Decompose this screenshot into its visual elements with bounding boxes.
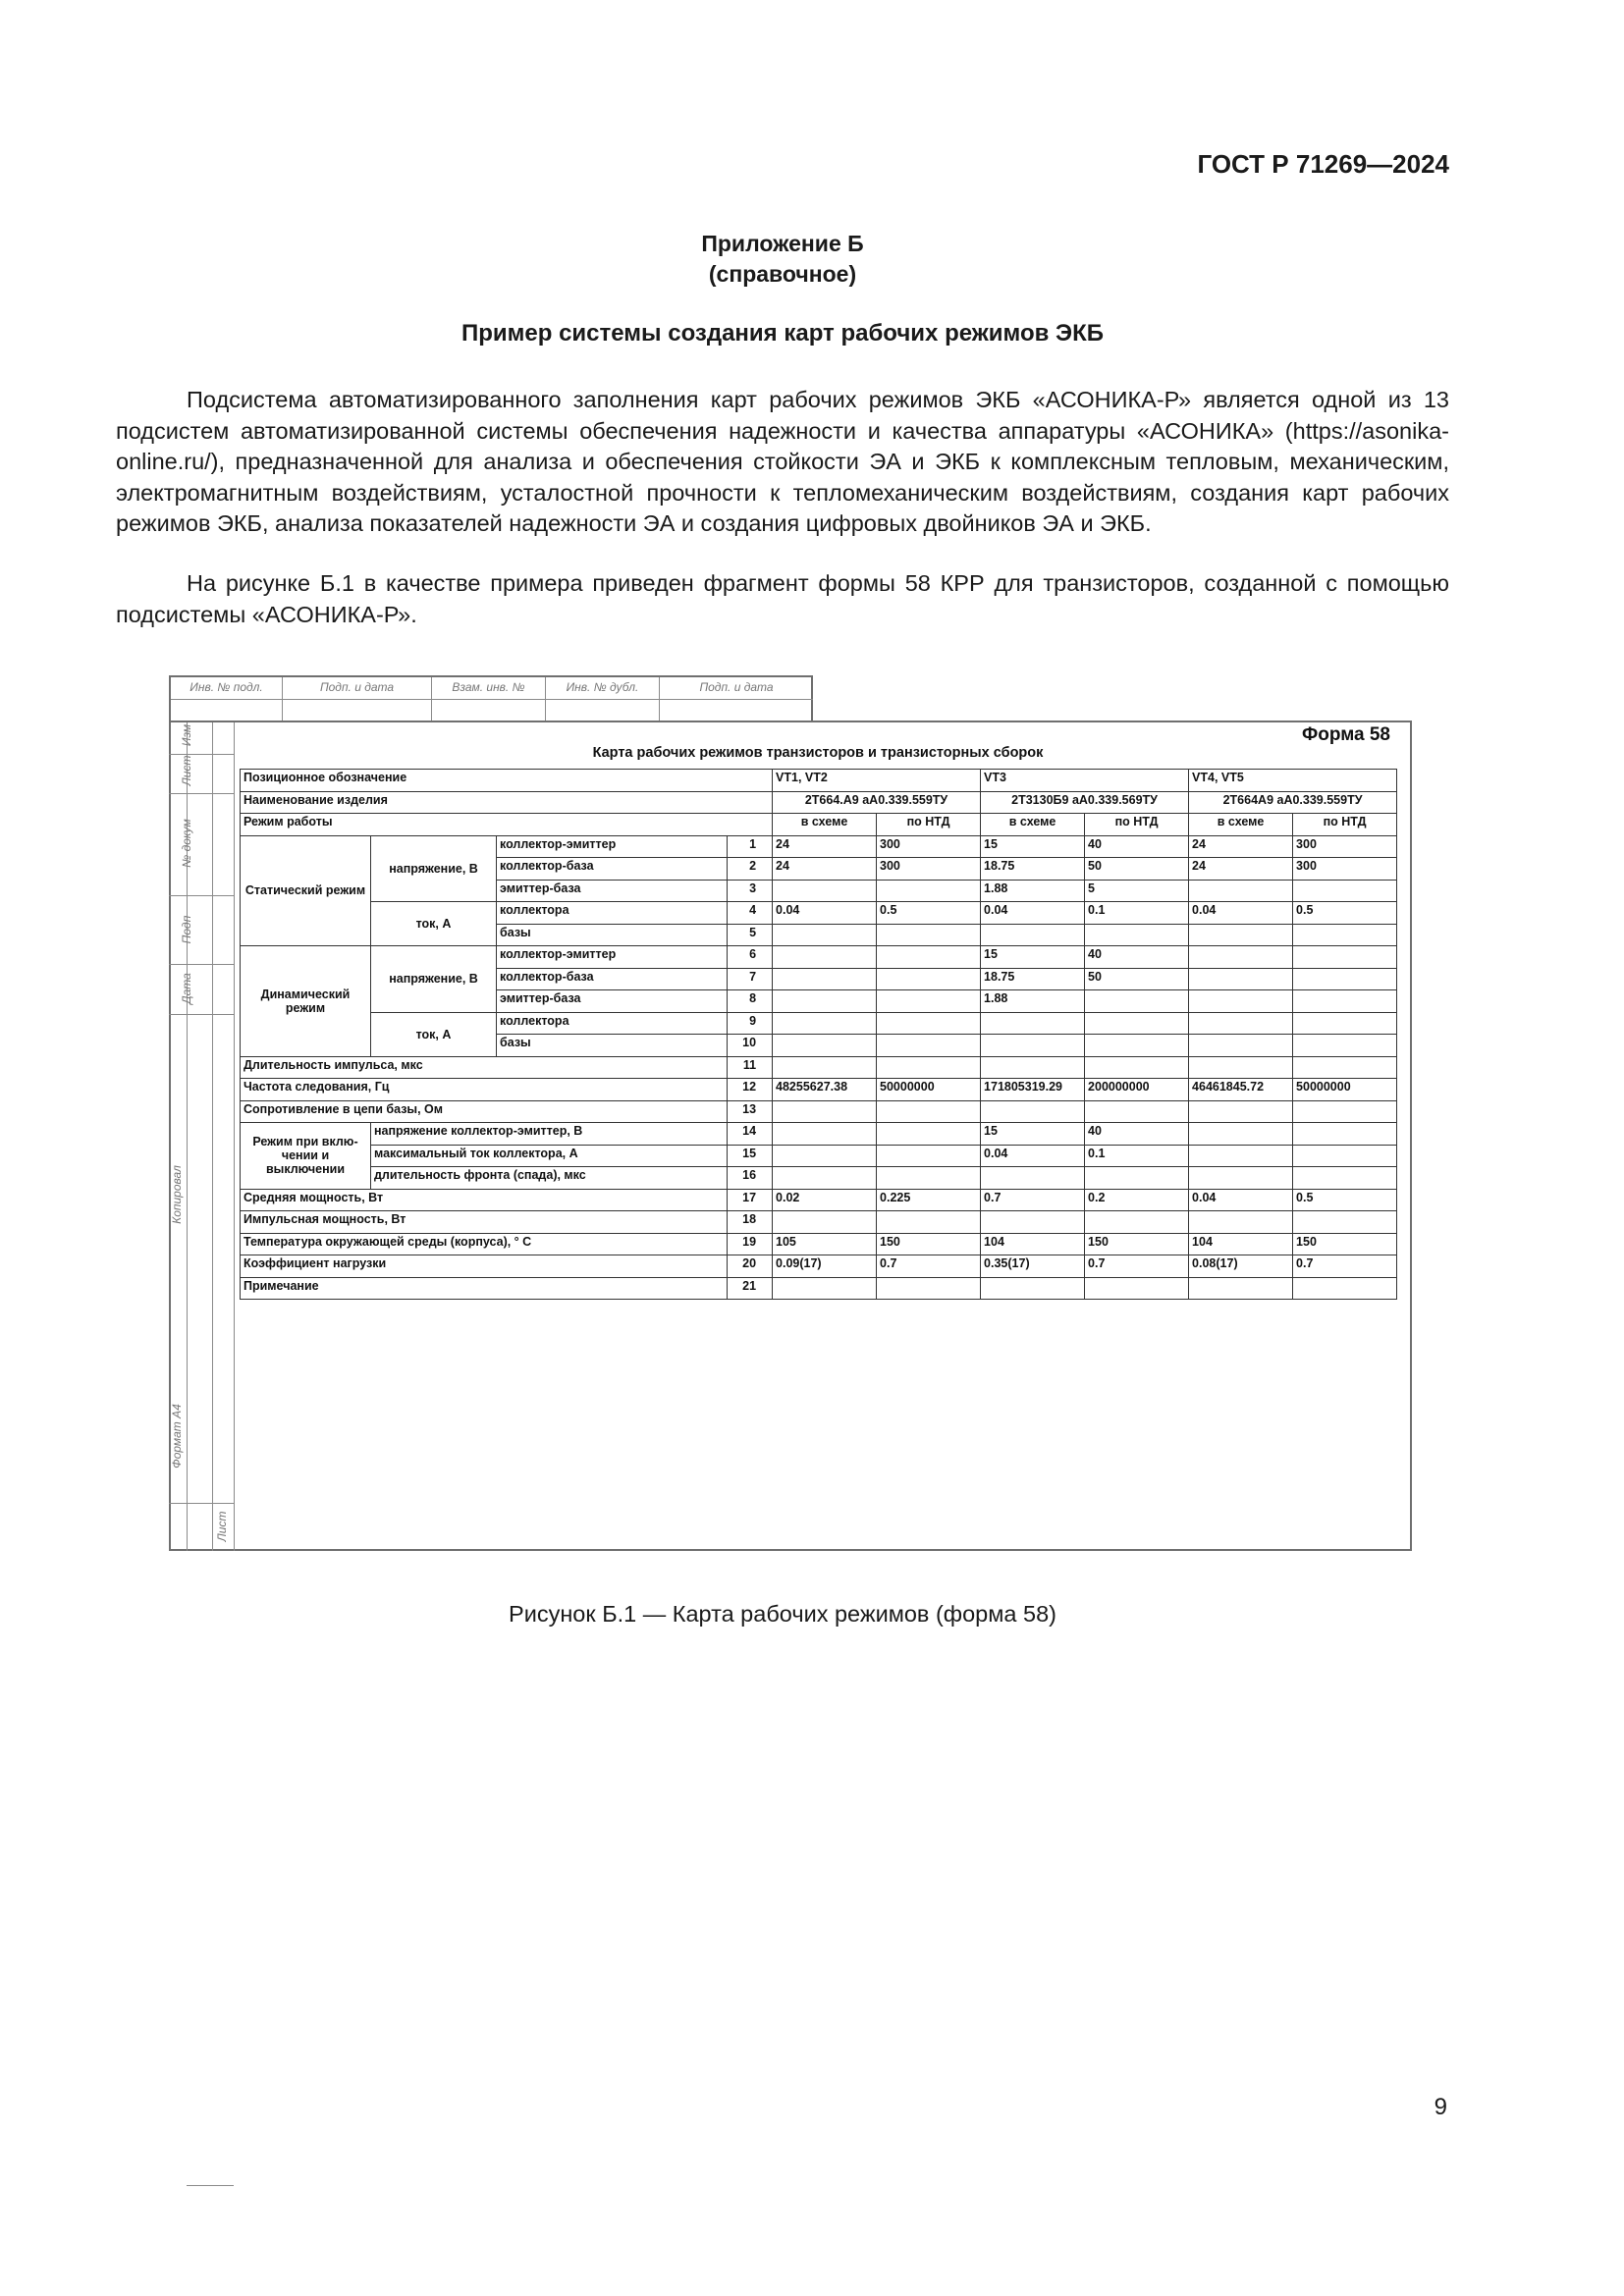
group-voltage: напряжение, В bbox=[371, 946, 497, 1013]
stamp-cell: Подп. и дата bbox=[699, 680, 774, 694]
stamp-blank bbox=[283, 699, 432, 722]
appendix-subtitle: (справочное) bbox=[708, 261, 857, 287]
cell: 48255627.38 bbox=[773, 1079, 877, 1101]
cell: 0.5 bbox=[1293, 902, 1397, 925]
cell bbox=[1293, 968, 1397, 990]
cell bbox=[1293, 1035, 1397, 1057]
row-number: 12 bbox=[728, 1079, 773, 1101]
cell bbox=[877, 1012, 981, 1035]
row-number: 8 bbox=[728, 990, 773, 1013]
cell bbox=[1189, 1100, 1293, 1123]
side-label: № докум bbox=[180, 819, 193, 868]
cell bbox=[1189, 1035, 1293, 1057]
pos-value: VT3 bbox=[981, 770, 1189, 792]
table-row bbox=[241, 1123, 1397, 1146]
sub-header: по НТД bbox=[877, 814, 981, 836]
table-row-mode bbox=[241, 814, 1397, 836]
side-label-sheet: Лист bbox=[215, 1511, 229, 1542]
cell: 0.7 bbox=[981, 1189, 1085, 1211]
cell bbox=[773, 1056, 877, 1079]
cell bbox=[1189, 1167, 1293, 1190]
cell: 1.88 bbox=[981, 880, 1085, 902]
cell: 300 bbox=[877, 858, 981, 881]
side-row-line bbox=[169, 895, 234, 896]
row-number: 2 bbox=[728, 858, 773, 881]
row-number: 18 bbox=[728, 1211, 773, 1234]
device-name: 2Т3130Б9 аА0.339.569ТУ bbox=[981, 791, 1189, 814]
cell: 18.75 bbox=[981, 858, 1085, 881]
cell bbox=[773, 990, 877, 1013]
cell: 0.7 bbox=[1293, 1255, 1397, 1278]
cell bbox=[1293, 946, 1397, 969]
group-switch: Режим при вклю-чении и выключении bbox=[241, 1123, 371, 1190]
cell: 1.88 bbox=[981, 990, 1085, 1013]
cell bbox=[1293, 1100, 1397, 1123]
row-label: Сопротивление в цепи базы, Ом bbox=[241, 1100, 728, 1123]
table-row bbox=[241, 1233, 1397, 1255]
cell: 40 bbox=[1085, 1123, 1189, 1146]
row-label: коллектор-эмиттер bbox=[497, 835, 728, 858]
row-number: 11 bbox=[728, 1056, 773, 1079]
row-number: 15 bbox=[728, 1145, 773, 1167]
table-row bbox=[241, 1145, 1397, 1167]
row-label: эмиттер-база bbox=[497, 880, 728, 902]
row-number: 17 bbox=[728, 1189, 773, 1211]
cell bbox=[1293, 1145, 1397, 1167]
cell bbox=[773, 968, 877, 990]
cell: 300 bbox=[877, 835, 981, 858]
row-number: 6 bbox=[728, 946, 773, 969]
cell bbox=[877, 1211, 981, 1234]
form-number: Форма 58 bbox=[1302, 724, 1390, 745]
row-number: 13 bbox=[728, 1100, 773, 1123]
operating-modes-table bbox=[240, 769, 1397, 1300]
cell bbox=[1293, 1211, 1397, 1234]
side-divider bbox=[212, 722, 213, 1551]
table-row bbox=[241, 1167, 1397, 1190]
cell bbox=[1293, 880, 1397, 902]
appendix-label: Приложение Б bbox=[701, 231, 864, 256]
side-label: Подп bbox=[180, 915, 193, 944]
cell: 50000000 bbox=[1293, 1079, 1397, 1101]
table-row bbox=[241, 1277, 1397, 1300]
table-row bbox=[241, 1079, 1397, 1101]
cell: 0.7 bbox=[877, 1255, 981, 1278]
row-label: коллектор-эмиттер bbox=[497, 946, 728, 969]
cell bbox=[773, 1100, 877, 1123]
group-current: ток, А bbox=[371, 902, 497, 946]
sub-header: по НТД bbox=[1293, 814, 1397, 836]
cell bbox=[773, 880, 877, 902]
cell bbox=[1293, 1123, 1397, 1146]
side-label-copied: Копировал bbox=[170, 1165, 184, 1224]
row-number: 4 bbox=[728, 902, 773, 925]
cell: 171805319.29 bbox=[981, 1079, 1085, 1101]
side-divider bbox=[234, 722, 235, 1551]
side-row-line bbox=[169, 964, 234, 965]
cell: 46461845.72 bbox=[1189, 1079, 1293, 1101]
cell: 50 bbox=[1085, 968, 1189, 990]
cell: 24 bbox=[773, 858, 877, 881]
stamp-blank bbox=[432, 699, 546, 722]
cell: 300 bbox=[1293, 835, 1397, 858]
body-paragraph-2: На рисунке Б.1 в качестве примера приведен фрагмент формы 58 КРР для транзисторов, созданной с помощью подсистемы «АСОНИКА-Р». bbox=[116, 570, 1449, 627]
cell bbox=[773, 924, 877, 946]
cell: 0.1 bbox=[1085, 902, 1189, 925]
side-label: Изм bbox=[180, 723, 193, 747]
row-number: 9 bbox=[728, 1012, 773, 1035]
row-number: 20 bbox=[728, 1255, 773, 1278]
stamp-cell: Подп. и дата bbox=[283, 677, 432, 699]
side-row-line bbox=[169, 754, 234, 755]
cell bbox=[1189, 1123, 1293, 1146]
cell: 0.02 bbox=[773, 1189, 877, 1211]
cell bbox=[877, 1100, 981, 1123]
pos-value: VT1, VT2 bbox=[773, 770, 981, 792]
cell: 40 bbox=[1085, 835, 1189, 858]
row-label: базы bbox=[497, 924, 728, 946]
cell: 0.1 bbox=[1085, 1145, 1189, 1167]
side-row-line bbox=[169, 793, 234, 794]
cell: 18.75 bbox=[981, 968, 1085, 990]
cell: 300 bbox=[1293, 858, 1397, 881]
row-number: 14 bbox=[728, 1123, 773, 1146]
row-number: 7 bbox=[728, 968, 773, 990]
cell bbox=[773, 1035, 877, 1057]
cell bbox=[1085, 990, 1189, 1013]
cell bbox=[981, 1012, 1085, 1035]
row-label: длительность фронта (спада), мкс bbox=[371, 1167, 728, 1190]
device-name: 2Т664А9 аА0.339.559ТУ bbox=[1189, 791, 1397, 814]
table-row-position bbox=[241, 770, 1397, 792]
row-label: напряжение коллектор-эмиттер, В bbox=[371, 1123, 728, 1146]
group-voltage: напряжение, В bbox=[371, 835, 497, 902]
table-row-name bbox=[241, 791, 1397, 814]
cell: 104 bbox=[1189, 1233, 1293, 1255]
cell bbox=[981, 1277, 1085, 1300]
cell bbox=[1293, 924, 1397, 946]
cell bbox=[981, 924, 1085, 946]
section-title: Пример системы создания карт рабочих режимов ЭКБ bbox=[460, 320, 1105, 347]
side-label-format: Формат А4 bbox=[170, 1404, 184, 1468]
cell bbox=[877, 990, 981, 1013]
cell bbox=[877, 1123, 981, 1146]
cell: 150 bbox=[1085, 1233, 1189, 1255]
cell bbox=[1293, 1056, 1397, 1079]
pos-label: Позиционное обозначение bbox=[241, 770, 773, 792]
sub-header: по НТД bbox=[1085, 814, 1189, 836]
cell: 0.5 bbox=[1293, 1189, 1397, 1211]
row-label: Коэффициент нагрузки bbox=[241, 1255, 728, 1278]
figure-form-58 bbox=[169, 675, 1416, 1553]
cell: 0.5 bbox=[877, 902, 981, 925]
cell: 24 bbox=[773, 835, 877, 858]
cell bbox=[1189, 1211, 1293, 1234]
cell: 5 bbox=[1085, 880, 1189, 902]
sub-header: в схеме bbox=[981, 814, 1085, 836]
cell bbox=[1085, 1056, 1189, 1079]
stamp-cell: Инв. № дубл. bbox=[546, 677, 660, 699]
name-label: Наименование изделия bbox=[241, 791, 773, 814]
cell: 24 bbox=[1189, 858, 1293, 881]
cell bbox=[877, 924, 981, 946]
body-paragraph-1: Подсистема автоматизированного заполнения карт рабочих режимов ЭКБ «АСОНИКА-Р» является одной из 13 подсистем автоматизированной системы обеспечения надежности и качества аппаратуры «АСОНИКА» (https://asonika-online.ru/), предназначенной для анализа и обеспечения стойкости ЭА и ЭКБ к комплексным тепловым, механическим, электромагнитным воздействиям, усталостной прочности к тепломеханическим воздействиям, создания карт рабочих режимов ЭКБ, анализа показателей надежности ЭА и создания цифровых двойников ЭА и ЭКБ. bbox=[116, 387, 1449, 536]
cell bbox=[1293, 1167, 1397, 1190]
stamp-blank bbox=[660, 699, 813, 722]
cell bbox=[981, 1035, 1085, 1057]
cell bbox=[1189, 968, 1293, 990]
cell: 0.225 bbox=[877, 1189, 981, 1211]
cell: 24 bbox=[1189, 835, 1293, 858]
row-number: 19 bbox=[728, 1233, 773, 1255]
cell: 50 bbox=[1085, 858, 1189, 881]
row-label: базы bbox=[497, 1035, 728, 1057]
row-number: 10 bbox=[728, 1035, 773, 1057]
cell bbox=[1293, 1012, 1397, 1035]
cell: 0.08(17) bbox=[1189, 1255, 1293, 1278]
table-row bbox=[241, 946, 1397, 969]
cell bbox=[773, 1167, 877, 1190]
cell: 105 bbox=[773, 1233, 877, 1255]
row-label: максимальный ток коллектора, А bbox=[371, 1145, 728, 1167]
cell bbox=[1085, 924, 1189, 946]
row-label: коллектора bbox=[497, 902, 728, 925]
cell bbox=[773, 1145, 877, 1167]
cell bbox=[1189, 990, 1293, 1013]
device-name: 2Т664.А9 аА0.339.559ТУ bbox=[773, 791, 981, 814]
cell: 40 bbox=[1085, 946, 1189, 969]
cell: 0.35(17) bbox=[981, 1255, 1085, 1278]
cell bbox=[1189, 1012, 1293, 1035]
row-label: Примечание bbox=[241, 1277, 728, 1300]
cell: 50000000 bbox=[877, 1079, 981, 1101]
row-label: Частота следования, Гц bbox=[241, 1079, 728, 1101]
document-id: ГОСТ Р 71269—2024 bbox=[1197, 149, 1449, 179]
row-label: Средняя мощность, Вт bbox=[241, 1189, 728, 1211]
cell bbox=[1189, 1145, 1293, 1167]
row-number: 1 bbox=[728, 835, 773, 858]
cell: 15 bbox=[981, 1123, 1085, 1146]
cell: 0.04 bbox=[981, 1145, 1085, 1167]
cell bbox=[1085, 1277, 1189, 1300]
row-label: коллектора bbox=[497, 1012, 728, 1035]
cell bbox=[1189, 946, 1293, 969]
cell bbox=[877, 1035, 981, 1057]
stamp-strip-top bbox=[169, 675, 813, 722]
cell: 150 bbox=[877, 1233, 981, 1255]
cell bbox=[773, 1277, 877, 1300]
cell: 0.7 bbox=[1085, 1255, 1189, 1278]
table-row bbox=[241, 1056, 1397, 1079]
cell bbox=[773, 1012, 877, 1035]
group-dynamic: Динамический режим bbox=[241, 946, 371, 1057]
sub-header: в схеме bbox=[1189, 814, 1293, 836]
row-label: Длительность импульса, мкс bbox=[241, 1056, 728, 1079]
cell bbox=[1293, 1277, 1397, 1300]
side-row-line bbox=[169, 1014, 234, 1015]
row-label: коллектор-база bbox=[497, 858, 728, 881]
group-static: Статический режим bbox=[241, 835, 371, 946]
cell bbox=[773, 946, 877, 969]
row-number: 3 bbox=[728, 880, 773, 902]
cell bbox=[773, 1123, 877, 1146]
cell bbox=[981, 1100, 1085, 1123]
cell bbox=[1189, 1056, 1293, 1079]
cell: 0.04 bbox=[1189, 1189, 1293, 1211]
cell bbox=[1189, 880, 1293, 902]
cell: 15 bbox=[981, 946, 1085, 969]
row-label: эмиттер-база bbox=[497, 990, 728, 1013]
row-number: 5 bbox=[728, 924, 773, 946]
cell: 15 bbox=[981, 835, 1085, 858]
row-number: 16 bbox=[728, 1167, 773, 1190]
cell bbox=[981, 1167, 1085, 1190]
cell bbox=[1085, 1211, 1189, 1234]
cell bbox=[877, 1056, 981, 1079]
cell bbox=[981, 1056, 1085, 1079]
cell bbox=[877, 946, 981, 969]
side-label: Лист bbox=[180, 755, 193, 786]
table-row bbox=[241, 1189, 1397, 1211]
row-number: 21 bbox=[728, 1277, 773, 1300]
mode-label: Режим работы bbox=[241, 814, 773, 836]
cell bbox=[1293, 990, 1397, 1013]
cell bbox=[1085, 1012, 1189, 1035]
cell: 0.04 bbox=[773, 902, 877, 925]
cell bbox=[1085, 1035, 1189, 1057]
cell: 0.09(17) bbox=[773, 1255, 877, 1278]
cell bbox=[877, 1277, 981, 1300]
cell bbox=[877, 968, 981, 990]
table-row bbox=[241, 1211, 1397, 1234]
cell bbox=[773, 1211, 877, 1234]
cell bbox=[877, 1167, 981, 1190]
cell: 150 bbox=[1293, 1233, 1397, 1255]
sub-header: в схеме bbox=[773, 814, 877, 836]
side-row-line bbox=[187, 2185, 234, 2186]
table-row bbox=[241, 902, 1397, 925]
pos-value: VT4, VT5 bbox=[1189, 770, 1397, 792]
cell: 0.2 bbox=[1085, 1189, 1189, 1211]
group-current: ток, А bbox=[371, 1012, 497, 1056]
row-label: Температура окружающей среды (корпуса), ° С bbox=[241, 1233, 728, 1255]
page-number: 9 bbox=[1434, 2094, 1447, 2120]
cell bbox=[1085, 1167, 1189, 1190]
cell: 0.04 bbox=[981, 902, 1085, 925]
table-row bbox=[241, 1255, 1397, 1278]
cell bbox=[1189, 924, 1293, 946]
cell bbox=[1189, 1277, 1293, 1300]
table-row bbox=[241, 1012, 1397, 1035]
row-label: коллектор-база bbox=[497, 968, 728, 990]
figure-caption: Рисунок Б.1 — Карта рабочих режимов (форма 58) bbox=[509, 1601, 1056, 1627]
cell: 200000000 bbox=[1085, 1079, 1189, 1101]
card-title: Карта рабочих режимов транзисторов и транзисторных сборок bbox=[592, 745, 1044, 761]
cell: 0.04 bbox=[1189, 902, 1293, 925]
table-row bbox=[241, 1100, 1397, 1123]
row-label: Импульсная мощность, Вт bbox=[241, 1211, 728, 1234]
cell bbox=[981, 1211, 1085, 1234]
stamp-cell: Взам. инв. № bbox=[432, 677, 546, 699]
stamp-blank bbox=[546, 699, 660, 722]
cell bbox=[877, 880, 981, 902]
table-row bbox=[241, 835, 1397, 858]
stamp-cell: Инв. № подл. bbox=[171, 677, 283, 699]
side-label: Дата bbox=[180, 973, 193, 1004]
appendix-title bbox=[0, 229, 1565, 290]
cell bbox=[1085, 1100, 1189, 1123]
cell: 104 bbox=[981, 1233, 1085, 1255]
cell bbox=[877, 1145, 981, 1167]
